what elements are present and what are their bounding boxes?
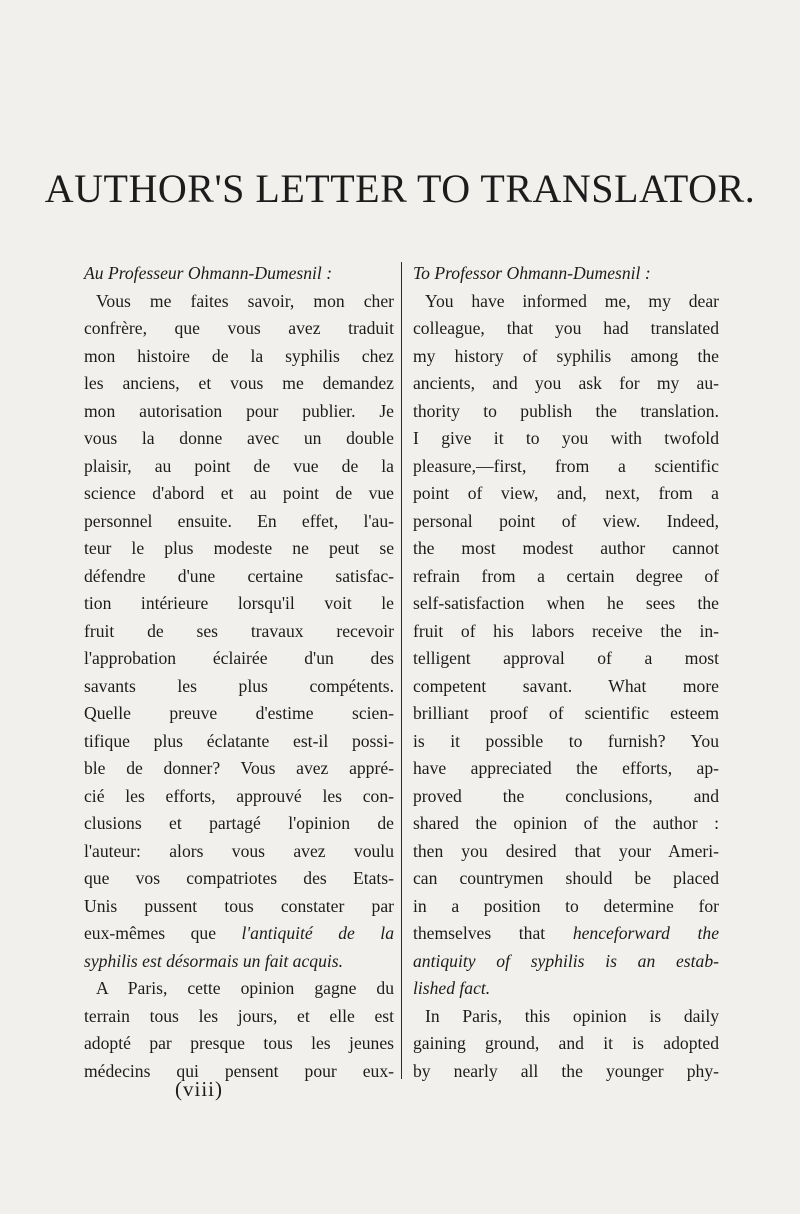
english-italic-line: lished fact.: [413, 978, 491, 998]
english-line: colleague, that you had translated: [413, 318, 719, 338]
english-line: is it possible to furnish? You: [413, 730, 719, 751]
english-line: self-satisfaction when he sees the: [413, 593, 719, 613]
french-line: que vos compatriotes des Etats-: [84, 868, 394, 888]
english-line: I give it to you with twofold: [413, 428, 719, 448]
french-line: teur le plus modeste ne peut se: [84, 538, 394, 558]
french-italic-phrase: l'antiquité de la: [241, 923, 394, 943]
english-line: You have informed me, my dear: [425, 290, 719, 311]
english-line: by nearly all the younger phy-: [413, 1060, 719, 1081]
english-line: proved the conclusions, and: [413, 785, 719, 806]
english-line: refrain from a certain degree of: [413, 565, 719, 586]
english-line: gaining ground, and it is adopted: [413, 1033, 719, 1053]
french-line: Vous me faites savoir, mon cher: [96, 290, 394, 311]
french-line: science d'abord et au point de vue: [84, 483, 394, 503]
english-line: competent savant. What more: [413, 675, 719, 696]
english-line: ancients, and you ask for my au-: [413, 373, 719, 393]
french-line: confrère, que vous avez traduit: [84, 318, 394, 338]
english-line: shared the opinion of the author :: [413, 813, 719, 833]
english-line: telligent approval of a most: [413, 648, 719, 668]
french-line: tifique plus éclatante est-il possi-: [84, 730, 394, 751]
french-italic-line: syphilis est désormais un fait acquis.: [84, 950, 344, 971]
french-line: adopté par presque tous les jeunes: [84, 1033, 394, 1053]
french-line: terrain tous les jours, et elle est: [84, 1005, 394, 1026]
english-line: the most modest author cannot: [413, 538, 719, 558]
english-line: have appreciated the efforts, ap-: [413, 758, 719, 778]
french-line: vous la donne avec un double: [84, 428, 394, 448]
english-salutation: To Professor Ohmann-Dumesnil :: [413, 263, 651, 283]
french-column: [84, 260, 394, 1085]
french-line-mixed: [84, 920, 394, 948]
english-line: brilliant proof of scientific esteem: [413, 703, 719, 723]
french-line: l'auteur: alors vous avez voulu: [84, 840, 394, 861]
page-number: (viii): [175, 1077, 223, 1101]
french-line: Quelle preuve d'estime scien-: [84, 703, 394, 723]
french-line-prefix: eux-mêmes que: [84, 923, 242, 943]
english-line: point of view, and, next, from a: [413, 483, 719, 503]
english-italic-line: antiquity of syphilis is an estab-: [413, 950, 719, 971]
english-line: thority to publish the translation.: [413, 400, 719, 421]
french-line: médecins qui pensent pour eux-: [84, 1060, 394, 1081]
english-column: [413, 260, 719, 1085]
english-line-prefix: themselves that: [413, 923, 573, 943]
english-line: can countrymen should be placed: [413, 868, 719, 888]
english-italic-phrase: henceforward the: [572, 923, 720, 943]
page-title: AUTHOR'S LETTER TO TRANSLATOR.: [44, 166, 756, 211]
french-line: fruit de ses travaux recevoir: [84, 620, 394, 641]
french-line: mon autorisation pour publier. Je: [84, 400, 394, 421]
french-line: tion intérieure lorsqu'il voit le: [84, 593, 394, 613]
french-line: personnel ensuite. En effet, l'au-: [84, 510, 394, 531]
english-line: In Paris, this opinion is daily: [425, 1005, 719, 1026]
column-divider: [401, 262, 402, 1079]
french-line: Unis pussent tous constater par: [84, 895, 394, 916]
french-line: les anciens, et vous me demandez: [84, 373, 394, 393]
english-line: then you desired that your Ameri-: [413, 840, 719, 861]
english-line: personal point of view. Indeed,: [413, 510, 719, 531]
french-line: savants les plus compétents.: [84, 675, 394, 696]
english-line: in a position to determine for: [413, 895, 719, 916]
english-line: pleasure,—first, from a scientific: [413, 455, 719, 476]
french-line: l'approbation éclairée d'un des: [84, 648, 394, 668]
french-line: A Paris, cette opinion gagne du: [96, 978, 394, 998]
english-line: fruit of his labors receive the in-: [413, 620, 719, 641]
french-line: ble de donner? Vous avez appré-: [84, 758, 394, 778]
french-line: clusions et partagé l'opinion de: [84, 813, 394, 833]
french-line: mon histoire de la syphilis chez: [84, 345, 394, 366]
french-line: plaisir, au point de vue de la: [84, 455, 394, 476]
french-salutation: Au Professeur Ohmann-Dumesnil :: [84, 263, 333, 283]
english-line: my history of syphilis among the: [413, 345, 719, 366]
english-line-mixed: [413, 920, 719, 948]
french-line: défendre d'une certaine satisfac-: [84, 565, 394, 586]
french-line: cié les efforts, approuvé les con-: [84, 785, 394, 806]
